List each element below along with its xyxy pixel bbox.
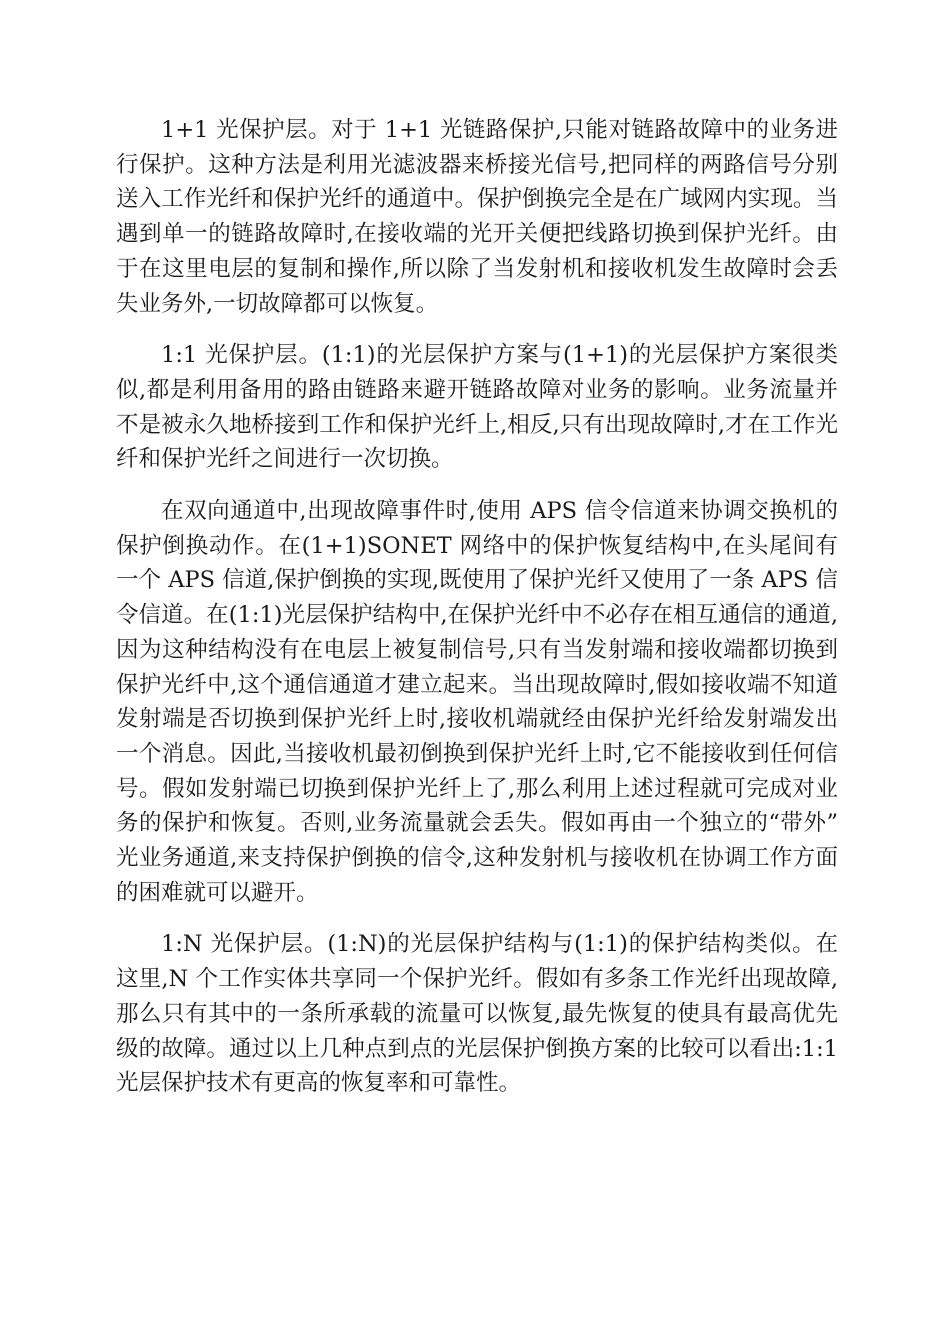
- paragraph-1-plus-1: 1+1 光保护层。对于 1+1 光链路保护,只能对链路故障中的业务进行保护。这种方法是利用光滤波器来桥接光信号,把同样的两路信号分别送入工作光纤和保护光纤的通道中。保护倒换完全是在广域网内实现。当遇到单一的链路故障时,在接收端的光开关便把线路切换到保护光纤。由于在这里电层的复制和操作,所以除了当发射机和接收机发生故障时会丢失业务外,一切故障都可以恢复。: [116, 117, 838, 317]
- paragraph-1-to-n: 1:N 光保护层。(1:N)的光层保护结构与(1:1)的保护结构类似。在这里,N 个工作实体共享同一个保护光纤。假如有多条工作光纤出现故障,那么只有其中的一条所承载的流量可以恢复,最先恢复的使具有最高优先级的故障。通过以上几种点到点的光层保护倒换方案的比较可以看出:1:1 光层保护技术有更高的恢复率和可靠性。: [116, 931, 838, 1097]
- document-body: [116, 113, 838, 1118]
- paragraph-1-to-1: 1:1 光保护层。(1:1)的光层保护方案与(1+1)的光层保护方案很类似,都是利用备用的路由链路来避开链路故障对业务的影响。业务流量并不是被永久地桥接到工作和保护光纤上,相反,只有出现故障时,才在工作光纤和保护光纤之间进行一次切换。: [116, 342, 838, 473]
- paragraph-bidirectional: 在双向通道中,出现故障事件时,使用 APS 信令信道来协调交换机的保护倒换动作。在(1+1)SONET 网络中的保护恢复结构中,在头尾间有一个 APS 信道,保护倒换的实现,既使用了保护光纤又使用了一条 APS 信令信道。在(1:1)光层保护结构中,在保护光纤中不必存在相互通信的通道,因为这种结构没有在电层上被复制信号,只有当发射端和接收端都切换到保护光纤中,这个通信通道才建立起来。当出现故障时,假如接收端不知道发射端是否切换到保护光纤上时,接收机端就经由保护光纤给发射端发出一个消息。因此,当接收机最初倒换到保护光纤上时,它不能接收到任何信号。假如发射端已切换到保护光纤上了,那么利用上述过程就可完成对业务的保护和恢复。否则,业务流量就会丢失。假如再由一个独立的“带外”光业务通道,来支持保护倒换的信令,这种发射机与接收机在协调工作方面的困难就可以避开。: [116, 498, 838, 906]
